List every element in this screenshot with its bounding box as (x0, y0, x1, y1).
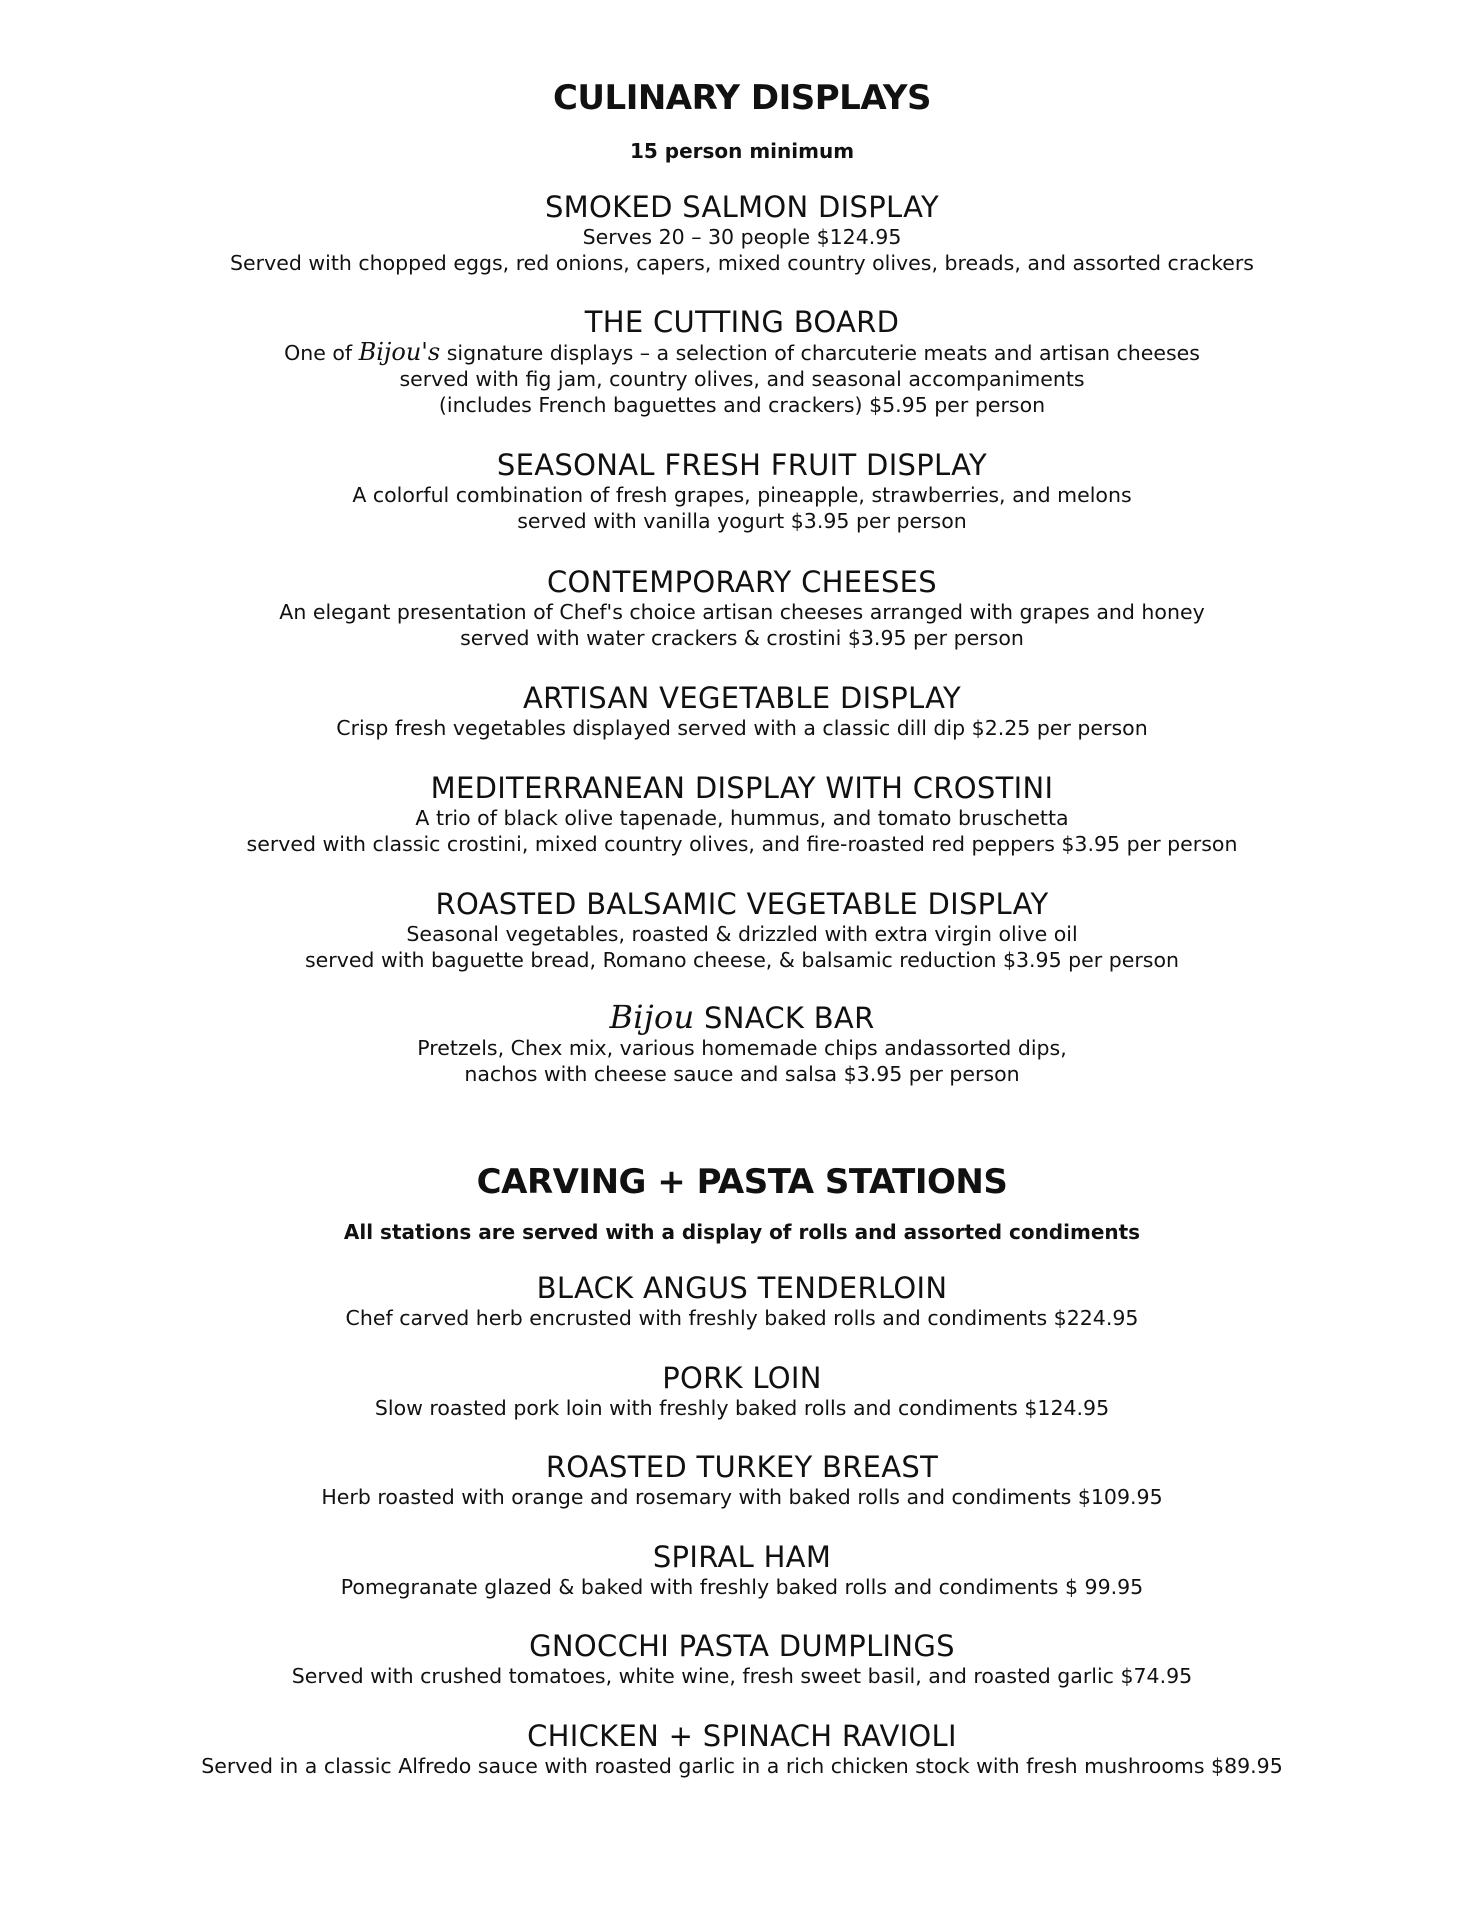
item-description: Served in a classic Alfredo sauce with roasted garlic in a rich chicken stock with fresh mushrooms $89.95 (201, 1754, 1283, 1778)
item-name (0, 1000, 1484, 1035)
menu-item-spiral-ham (0, 1540, 1484, 1600)
section-subtitle-carving: All stations are served with a display of rolls and assorted condiments (343, 1220, 1141, 1244)
item-name: CHICKEN + SPINACH RAVIOLI (527, 1719, 957, 1753)
item-description: Chef carved herb encrusted with freshly baked rolls and condiments $224.95 (345, 1306, 1139, 1330)
item-description: (includes French baguettes and crackers) $5.95 per person (438, 393, 1046, 417)
item-description: Seasonal vegetables, roasted & drizzled with extra virgin olive oil (406, 922, 1078, 946)
item-description: served with water crackers & crostini $3.95 per person (460, 626, 1024, 650)
item-description: Slow roasted pork loin with freshly baked rolls and condiments $124.95 (374, 1396, 1110, 1420)
item-description: served with fig jam, country olives, and seasonal accompaniments (399, 367, 1085, 391)
item-description: served with classic crostini, mixed country olives, and fire-roasted red peppers $3.95 per person (246, 832, 1238, 856)
item-description: Herb roasted with orange and rosemary with baked rolls and condiments $109.95 (321, 1485, 1163, 1509)
item-description: Pomegranate glazed & baked with freshly baked rolls and condiments $ 99.95 (340, 1575, 1144, 1599)
menu-item-chicken-ravioli (0, 1719, 1484, 1779)
item-name: MEDITERRANEAN DISPLAY WITH CROSTINI (430, 771, 1054, 805)
menu-item-snack-bar (0, 1000, 1484, 1087)
menu-item-fresh-fruit (0, 448, 1484, 534)
menu-item-roasted-balsamic (0, 887, 1484, 973)
item-name: ROASTED BALSAMIC VEGETABLE DISPLAY (435, 887, 1049, 921)
item-name: SEASONAL FRESH FRUIT DISPLAY (496, 448, 988, 482)
item-name: BLACK ANGUS TENDERLOIN (536, 1271, 948, 1305)
section-title-culinary-displays: CULINARY DISPLAYS (552, 78, 932, 118)
item-description: served with baguette bread, Romano cheese, & balsamic reduction $3.95 per person (304, 948, 1180, 972)
item-description-suffix: signature displays – a selection of charcuterie meats and artisan cheeses (440, 341, 1200, 365)
menu-item-mediterranean (0, 771, 1484, 857)
item-description: Served with chopped eggs, red onions, capers, mixed country olives, breads, and assorted crackers (230, 251, 1254, 275)
item-description-prefix: One of (284, 341, 359, 365)
menu-item-artisan-vegetable (0, 681, 1484, 741)
menu-item-cutting-board (0, 305, 1484, 418)
bijou-script-wordmark: Bijou (609, 998, 695, 1036)
item-name: ROASTED TURKEY BREAST (545, 1450, 939, 1484)
section-subtitle-culinary: 15 person minimum (629, 139, 855, 163)
menu-item-pork-loin (0, 1361, 1484, 1421)
item-name: CONTEMPORARY CHEESES (546, 565, 938, 599)
item-description: An elegant presentation of Chef's choice artisan cheeses arranged with grapes and honey (279, 600, 1205, 624)
item-description (0, 339, 1484, 366)
item-description: Crisp fresh vegetables displayed served with a classic dill dip $2.25 per person (336, 716, 1148, 740)
item-name: SPIRAL HAM (652, 1540, 832, 1574)
item-description: served with vanilla yogurt $3.95 per person (517, 509, 967, 533)
bijou-script-wordmark: Bijou's (358, 338, 441, 366)
item-name: PORK LOIN (662, 1361, 822, 1395)
item-description: Served with crushed tomatoes, white wine, fresh sweet basil, and roasted garlic $74.95 (291, 1664, 1193, 1688)
item-description: Pretzels, Chex mix, various homemade chips andassorted dips, (417, 1036, 1067, 1060)
item-name: SMOKED SALMON DISPLAY (544, 190, 940, 224)
item-name: ARTISAN VEGETABLE DISPLAY (522, 681, 962, 715)
menu-item-contemporary-cheeses (0, 565, 1484, 651)
menu-item-gnocchi (0, 1629, 1484, 1689)
menu-item-black-angus (0, 1271, 1484, 1331)
menu-item-roasted-turkey (0, 1450, 1484, 1510)
item-description: A colorful combination of fresh grapes, pineapple, strawberries, and melons (352, 483, 1132, 507)
section-title-carving-pasta: CARVING + PASTA STATIONS (476, 1162, 1008, 1202)
item-name: THE CUTTING BOARD (584, 305, 900, 339)
item-description: nachos with cheese sauce and salsa $3.95 per person (464, 1062, 1020, 1086)
item-description: Serves 20 – 30 people $124.95 (582, 225, 902, 249)
item-description: A trio of black olive tapenade, hummus, and tomato bruschetta (415, 806, 1069, 830)
item-name-text: SNACK BAR (694, 1001, 875, 1035)
item-name: GNOCCHI PASTA DUMPLINGS (529, 1629, 955, 1663)
menu-item-smoked-salmon (0, 190, 1484, 276)
